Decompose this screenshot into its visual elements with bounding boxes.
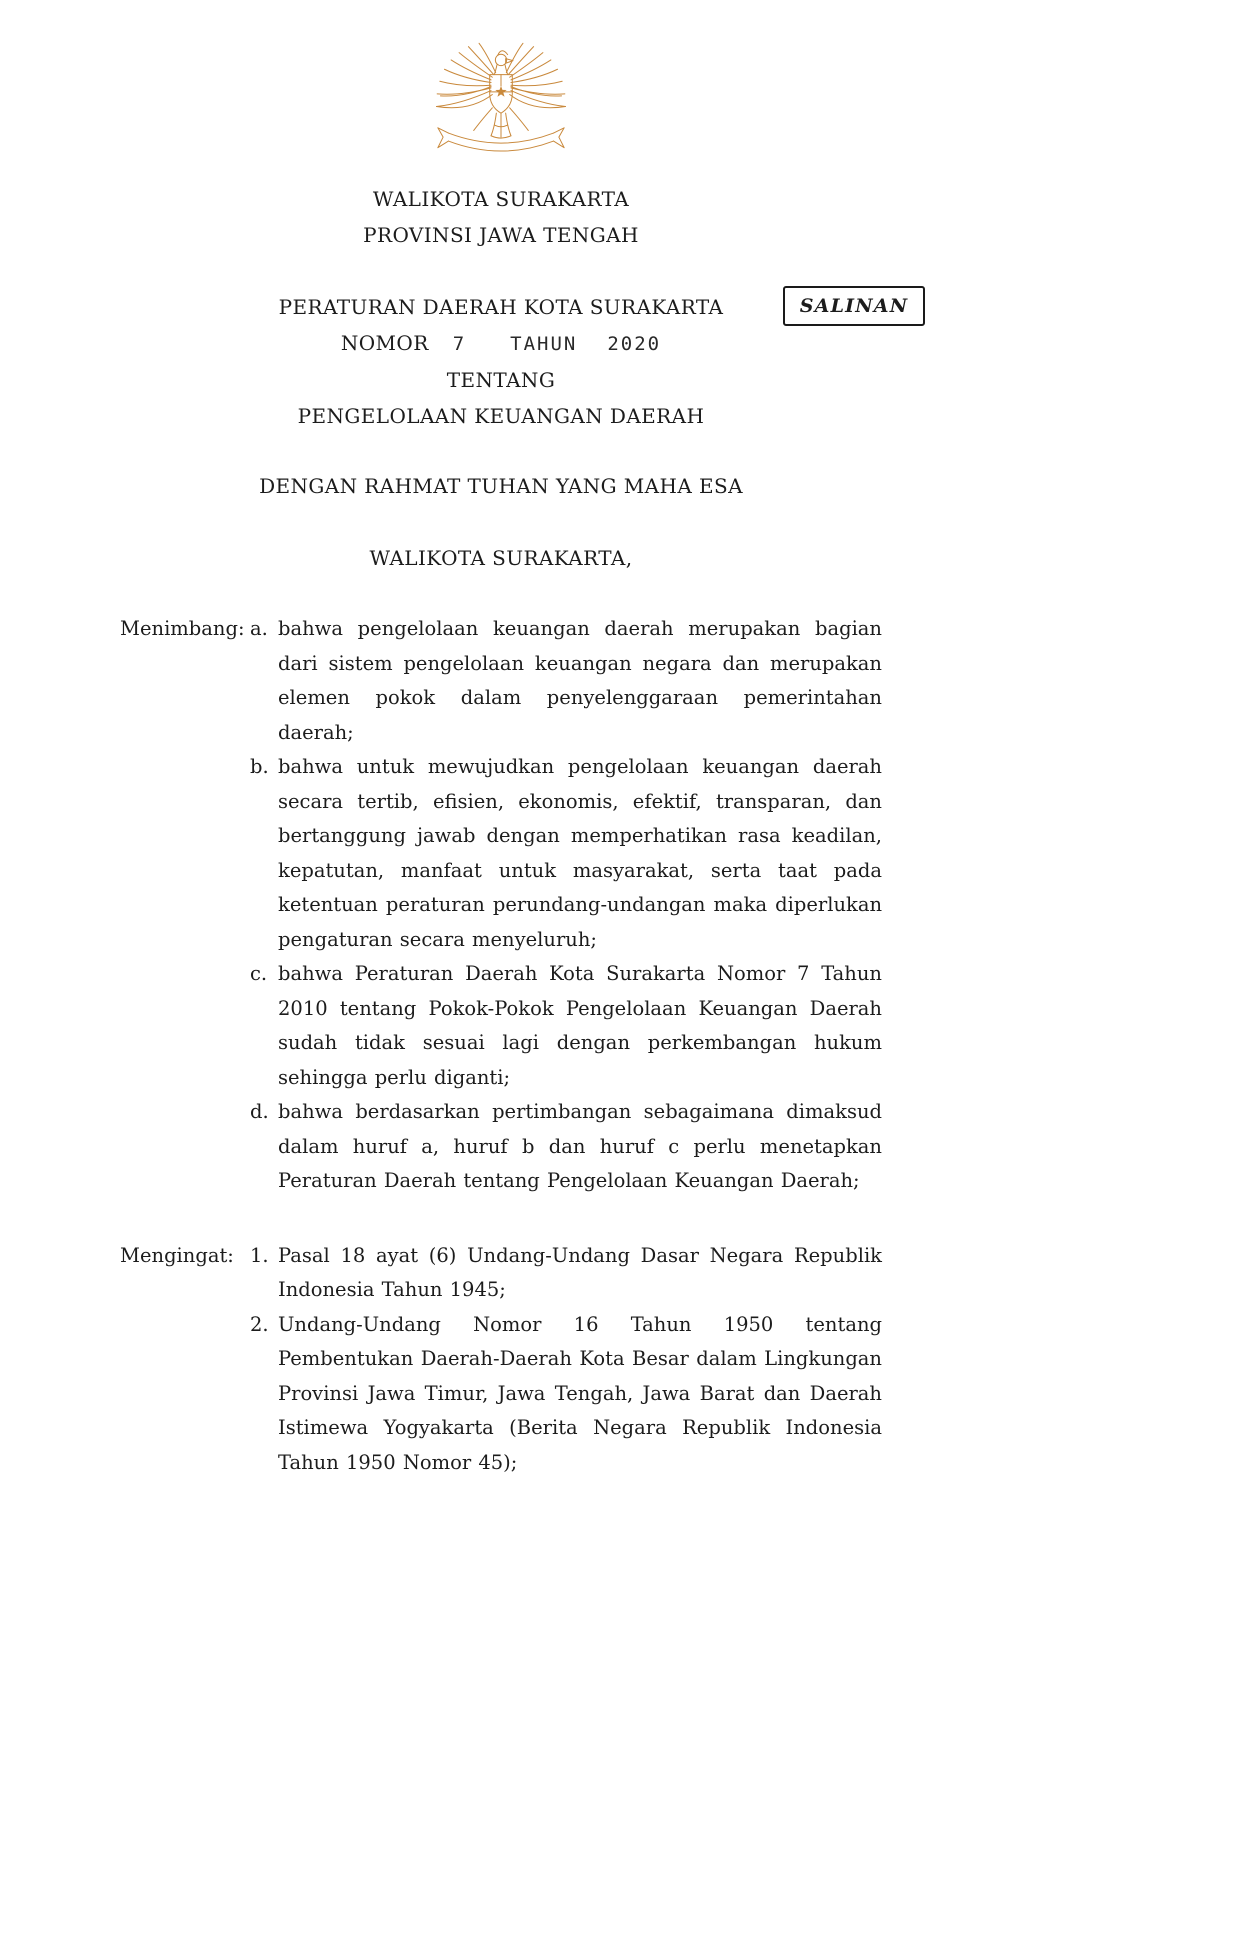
- item-marker: b.: [250, 755, 269, 778]
- salinan-badge: SALINAN: [783, 286, 925, 326]
- item-text: Pasal 18 ayat (6) Undang-Undang Dasar Negara Republik Indonesia Tahun 1945;: [278, 1243, 882, 1301]
- legal-basis-item-1: [250, 1239, 882, 1308]
- menimbang-label: Menimbang:: [120, 617, 245, 640]
- tahun-label: TAHUN: [510, 333, 578, 355]
- item-text: bahwa Peraturan Daerah Kota Surakarta Nomor 7 Tahun 2010 tentang Pokok-Pokok Pengelolaan Keuangan Daerah sudah tidak sesuai lagi dengan perkembangan hukum sehingga perlu diganti;: [278, 962, 882, 1089]
- legal-basis-item-2: [250, 1308, 882, 1481]
- invocation-line: DENGAN RAHMAT TUHAN YANG MAHA ESA: [259, 474, 743, 498]
- tentang-label: TENTANG: [446, 368, 556, 392]
- tahun-value: 2020: [607, 333, 662, 355]
- regulation-title: PERATURAN DAERAH KOTA SURAKARTA: [278, 295, 724, 319]
- consideration-item-a: [250, 612, 882, 750]
- header-city: WALIKOTA SURAKARTA: [372, 187, 630, 211]
- nomor-label: NOMOR: [340, 331, 429, 355]
- item-marker: 2.: [250, 1312, 269, 1336]
- mengingat-label: Mengingat:: [120, 1243, 234, 1267]
- mengingat-section: [120, 1239, 882, 1481]
- header-province: PROVINSI JAWA TENGAH: [363, 223, 639, 247]
- consideration-item-d: [250, 1095, 882, 1199]
- star-icon: [495, 86, 506, 97]
- garuda-pancasila-emblem: [120, 0, 882, 173]
- garuda-emblem-icon: [431, 36, 571, 169]
- item-text: Undang-Undang Nomor 16 Tahun 1950 tentang Pembentukan Daerah-Daerah Kota Besar dalam Lingkungan Provinsi Jawa Timur, Jawa Tengah, Jawa Barat dan Daerah Istimewa Yogyakarta (Berita Negara Republik Indonesia Tahun 1950 Nomor 45);: [278, 1312, 882, 1474]
- consideration-item-c: [250, 957, 882, 1095]
- authority-line: WALIKOTA SURAKARTA,: [369, 546, 633, 570]
- regulation-subject: PENGELOLAAN KEUANGAN DAERAH: [297, 404, 705, 428]
- item-text: bahwa untuk mewujudkan pengelolaan keuangan daerah secara tertib, efisien, ekonomis, efektif, transparan, dan bertanggung jawab dengan memperhatikan rasa keadilan, kepatutan, manfaat untuk masyarakat, serta taat pada ketentuan peraturan perundang-undangan maka diperlukan pengaturan secara menyeluruh;: [278, 755, 882, 951]
- menimbang-section: [120, 612, 882, 1199]
- item-marker: c.: [250, 962, 268, 985]
- item-text: bahwa pengelolaan keuangan daerah merupakan bagian dari sistem pengelolaan keuangan negara dan merupakan elemen pokok dalam penyelenggaraan pemerintahan daerah;: [278, 617, 882, 744]
- item-marker: a.: [250, 617, 268, 640]
- consideration-item-b: [250, 750, 882, 957]
- item-marker: 1.: [250, 1243, 269, 1267]
- item-text: bahwa berdasarkan pertimbangan sebagaimana dimaksud dalam huruf a, huruf b dan huruf c perlu menetapkan Peraturan Daerah tentang Pengelolaan Keuangan Daerah;: [278, 1100, 882, 1192]
- nomor-value: 7: [452, 333, 467, 355]
- item-marker: d.: [250, 1100, 269, 1123]
- regulation-number-line: [120, 325, 882, 362]
